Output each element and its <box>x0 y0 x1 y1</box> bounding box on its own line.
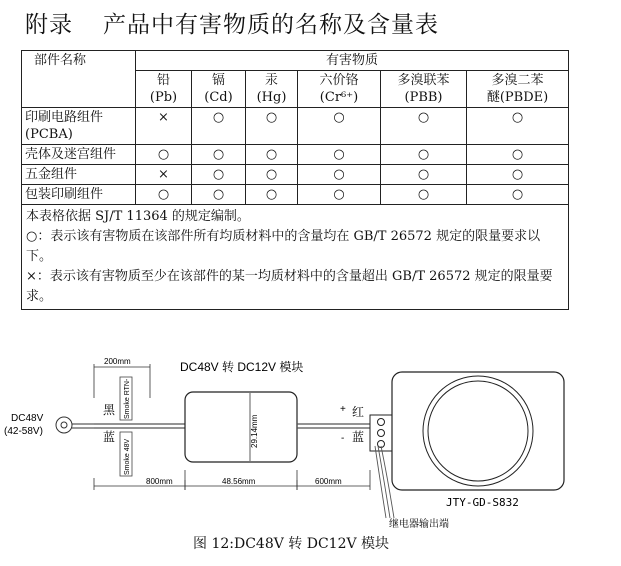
cell: ○ <box>381 145 467 165</box>
cell: ○ <box>246 145 298 165</box>
wire-blue-label: 蓝 <box>103 430 116 444</box>
wiring-diagram <box>0 350 621 532</box>
cell: × <box>136 165 192 185</box>
terminal-block-icon <box>370 415 392 451</box>
relay-wires <box>375 446 394 518</box>
cell: ○ <box>298 185 381 205</box>
notes-row <box>22 205 569 310</box>
note-line: 本表格依据 SJ/T 11364 的规定编制。 <box>26 209 250 224</box>
cell: ○ <box>136 185 192 205</box>
dim-height-label: 29.14mm <box>250 414 259 448</box>
figure-caption: 图 12:DC48V 转 DC12V 模块 <box>193 536 390 552</box>
substance-header: 有害物质 <box>136 51 569 71</box>
cell: ○ <box>381 185 467 205</box>
cell: ○ <box>381 108 467 145</box>
cell: ○ <box>381 165 467 185</box>
wire-red-label: 红 <box>352 405 365 419</box>
cell: ○ <box>467 165 569 185</box>
dim-right-label: 600mm <box>315 477 342 486</box>
column-header-cr6: 六价铬 (Cr⁶⁺) <box>298 71 381 108</box>
detector-lens-inner <box>428 381 528 481</box>
row-name: 五金组件 <box>22 165 136 185</box>
cell: ○ <box>192 108 246 145</box>
cell: ○ <box>246 165 298 185</box>
cell: ○ <box>192 185 246 205</box>
title-prefix: 附录 <box>25 12 73 38</box>
column-header-hg: 汞 (Hg) <box>246 71 298 108</box>
detector-model: JTY-GD-S832 <box>446 496 519 509</box>
cell: × <box>136 108 192 145</box>
minus-label: - <box>341 433 345 444</box>
cell: ○ <box>136 145 192 165</box>
column-header-pb: 铅 (Pb) <box>136 71 192 108</box>
cell: ○ <box>192 165 246 185</box>
smoke-48v-label: Smoke 48V <box>124 438 131 475</box>
plus-label: + <box>340 404 346 415</box>
column-header-cd: 镉 (Cd) <box>192 71 246 108</box>
cell: ○ <box>467 185 569 205</box>
header-row-1 <box>22 51 569 71</box>
wire-blue2-label: 蓝 <box>352 430 365 444</box>
column-header-pbde: 多溴二苯 醚(PBDE) <box>467 71 569 108</box>
input-label: DC48V <box>11 413 44 424</box>
hazard-table <box>21 50 569 310</box>
cell: ○ <box>192 145 246 165</box>
dim-mid-label: 48.56mm <box>222 477 256 486</box>
cell: ○ <box>467 145 569 165</box>
table-row <box>22 185 569 205</box>
cell: ○ <box>467 108 569 145</box>
part-name-header: 部件名称 <box>22 51 136 108</box>
input-range: (42-58V) <box>4 426 43 437</box>
cell: ○ <box>298 145 381 165</box>
relay-label: 继电器输出端 <box>389 519 449 530</box>
title-main: 产品中有害物质的名称及含量表 <box>103 12 439 38</box>
column-header-pbb: 多溴联苯 (PBB) <box>381 71 467 108</box>
row-name: 壳体及迷宫组件 <box>22 145 136 165</box>
cell: ○ <box>246 108 298 145</box>
row-name: 包装印刷组件 <box>22 185 136 205</box>
row-name: 印刷电路组件(PCBA) <box>22 108 136 145</box>
converter-module <box>185 392 297 462</box>
dim-left-label: 800mm <box>146 477 173 486</box>
page-title <box>25 6 439 39</box>
smoke-rtn-label: Smoke RTN- <box>124 378 131 419</box>
module-title: DC48V 转 DC12V 模块 <box>180 360 304 374</box>
cell: ○ <box>298 108 381 145</box>
input-cables <box>94 424 185 428</box>
wire-black-label: 黑 <box>103 403 116 417</box>
output-cables <box>297 424 370 428</box>
cell: ○ <box>298 165 381 185</box>
note-line: ○：表示该有害物质在该部件所有均质材料中的含量均在 GB/T 26572 规定的限量要求以下。 <box>26 229 541 264</box>
table-notes <box>22 205 569 310</box>
table-row <box>22 165 569 185</box>
cell: ○ <box>246 185 298 205</box>
dim-top-label: 200mm <box>104 357 131 366</box>
ring-terminal-icon <box>56 417 94 433</box>
table-row <box>22 145 569 165</box>
table-row <box>22 108 569 145</box>
note-line: ×：表示该有害物质至少在该部件的某一均质材料中的含量超出 GB/T 26572 规定的限量要求。 <box>26 269 553 304</box>
